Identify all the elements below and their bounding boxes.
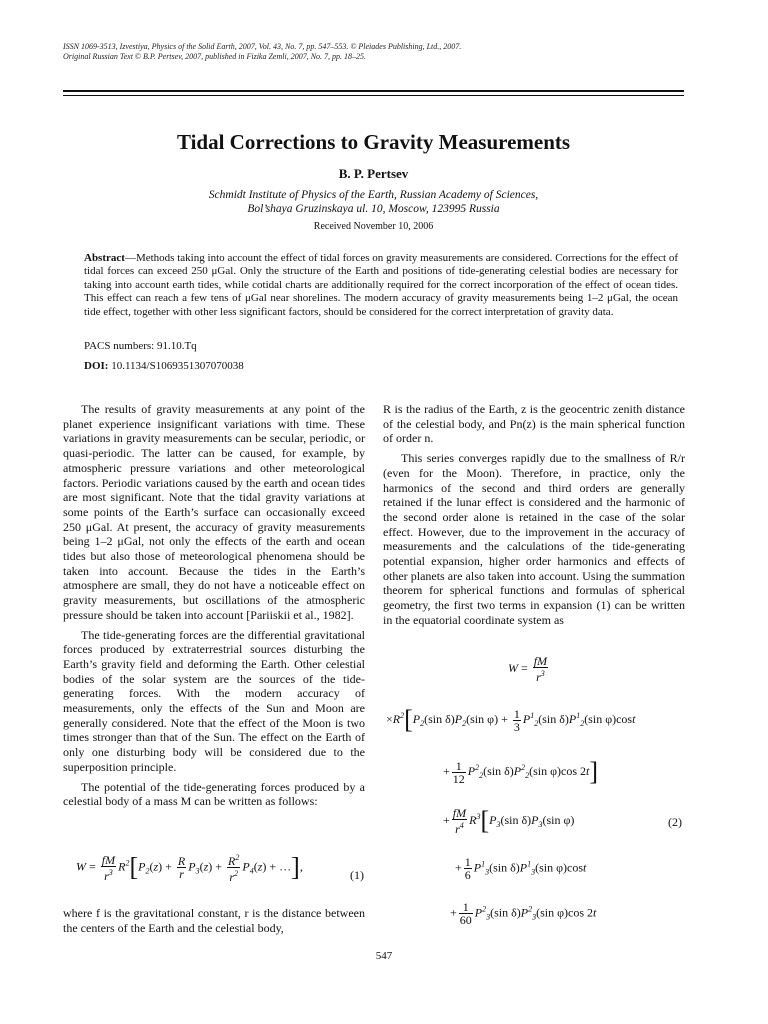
affiliation-line2: Bol’shaya Gruzinskaya ul. 10, Moscow, 123995 Russia (247, 203, 500, 215)
page-number: 547 (375, 950, 393, 962)
equation-2-line4: + $\frac{fM}{r^4}$ $R^3[P_3(\sin$ $\delta)P_3(\sin$ φ) (443, 806, 575, 836)
body-paragraph: The results of gravity measurements at any point of the planet experience insignificant variations with time. These variations in gravity measurements can be secular, periodic, or quasi-periodic. The latter can be caused, for example, by atmospheric pressure variations and other meteorological factors. Periodic variations caused by the earth and ocean tides are most significant. Note that the tidal gravity variations at some points of the Earth’s surface can occasionally exceed 250 μGal. At present, the accuracy of gravity measurements being 1–2 μGal, not only the effects of the earth and ocean tides but also those of meteorological phenomena should be taken into account. Because the tides in the Earth’s atmosphere are small, they do not have a noticeable effect on gravity measurements, but oscillations of the atmospheric pressure should be taken into account [Pariiskii et al., 1982]. (63, 402, 365, 622)
abstract-label: Abstract (84, 252, 125, 264)
equation-2-line3: + $\frac{1}{12}$ $P^2_2(\sin$ $\delta)P^2_2(\sin$ φ)cos 2t] (443, 757, 599, 786)
body-paragraph: This series converges rapidly due to the smallness of R/r (even for the Moon). Therefore, in practice, only the harmonics of the second and third orders are generally retained if the lunar effect is considered and the harmonic of the second order alone is retained in the case of the solar effect. However, due to the improvement in the accuracy of measurements and the calculations of the tide-generating potential expansion, higher order harmonics and effects of other planets are also taken into account. Using the summation theorem for spherical functions and formulas of spherical geometry, the first two terms in expansion (1) can be written in the equatorial coordinate system as (383, 451, 685, 627)
abstract (84, 252, 678, 319)
left-column-bottom (63, 906, 365, 935)
affiliation-line1: Schmidt Institute of Physics of the Earth, Russian Academy of Sciences, (208, 189, 539, 201)
journal-header-line1: ISSN 1069-3513, Izvestiya, Physics of the Solid Earth, 2007, Vol. 43, No. 7, pp. 547–553. © Pleiades Publishing, Ltd., 2007. (63, 42, 462, 51)
paper-title: Tidal Corrections to Gravity Measurements (176, 130, 571, 154)
equation-1: W = $\frac{fM}{r^3}$ $R^2[P_2(z)$ + $\frac{R}{r}$ $P_3(z)$ + $\frac{R^2}{r^2}$ $P_4(z)$ + …], (76, 852, 303, 884)
equation-2-line2: $\times R^2[P_2(\sin$ $\delta)P_2(\sin$ φ) + $\frac{1}{3}$ $P^1_2(\sin$ $\delta)P^1_2(\sin$ φ)cost (386, 705, 636, 734)
body-paragraph: R is the radius of the Earth, z is the geocentric zenith distance of the celestial body, and Pn(z) is the main spherical function of order n. (383, 402, 685, 446)
doi (84, 360, 244, 372)
body-paragraph: where f is the gravitational constant, r is the distance between the centers of the Earth and the celestial body, (63, 906, 365, 935)
header-rule-thin (63, 95, 684, 96)
received-date: Received November 10, 2006 (313, 221, 434, 232)
abstract-text: —Methods taking into account the effect of tidal forces on gravity measurements are considered. Corrections for the effect of tidal forces can exceed 250 μGal. Only the structure of the Earth and positions of tide-generating celestial bodies are necessary for taking into account earth tides, while cotidal charts are additionally required for the correct incorporation of the effect of ocean tides. This effect can reach a few tens of μGal near shorelines. The modern accuracy of gravity measurements being 1–2 μGal, the ocean tide effect, together with other less significant factors, should be considered for the correct interpretation of gravity data. (84, 252, 678, 318)
paper-author: B. P. Pertsev (338, 166, 409, 181)
header-rule-thick (63, 90, 684, 92)
doi-label: DOI: (84, 360, 109, 372)
journal-header (63, 42, 461, 62)
left-column (63, 402, 365, 809)
journal-header-line2: Original Russian Text © B.P. Pertsev, 2007, published in Fizika Zemli, 2007, No. 7, pp. 18–25. (63, 52, 367, 61)
body-paragraph: The tide-generating forces are the differential gravitational forces produced by extraterrestrial sources disturbing the Earth’s gravity field and deforming the Earth. Other celestial bodies of the solar system are the sources of the tide-generating forces. With the modern accuracy of measurements, only the effects of the Sun and Moon are generally considered. Note that the effect of the Moon is two times stronger than that of the Sun. The effect on the Earth of only one disturbing body will be considered due to the superposition principle. (63, 627, 365, 774)
doi-value: 10.1134/S1069351307070038 (111, 360, 244, 372)
equation-2-line6: + $\frac{1}{60}$ $P^2_3(\sin$ $\delta)P^2_3(\sin$ φ)cos 2t (450, 900, 597, 927)
equation-2-line1: W = $\frac{fM}{r^3}$ (508, 654, 548, 684)
equation-2-number: (2) (668, 815, 682, 829)
pacs-numbers: PACS numbers: 91.10.Tq (84, 340, 197, 352)
equation-1-number: (1) (350, 868, 364, 882)
right-column (383, 402, 685, 628)
equation-2-line5: + $\frac{1}{6}$ $P^1_3(\sin$ $\delta)P^1_3(\sin$ φ)cost (455, 855, 587, 882)
paper-affiliation (63, 188, 684, 216)
body-paragraph: The potential of the tide-generating forces produced by a celestial body of a mass M can be written as follows: (63, 779, 365, 809)
